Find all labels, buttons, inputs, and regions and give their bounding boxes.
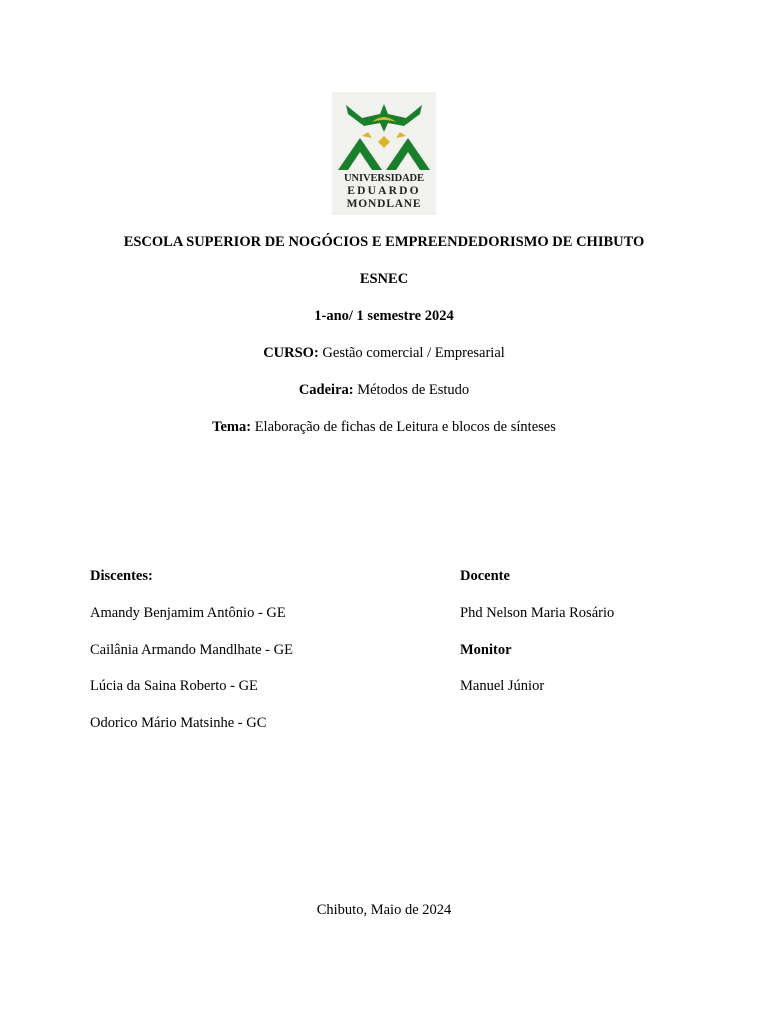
student-name: Odorico Mário Matsinhe - GC	[90, 715, 267, 731]
logo-text-line3: MONDLANE	[346, 198, 422, 210]
logo-emblem-icon	[332, 92, 436, 174]
academic-year: 1-ano/ 1 semestre 2024	[314, 308, 454, 324]
teacher-name: Phd Nelson Maria Rosário	[460, 605, 615, 621]
logo-text-line1: UNIVERSIDADE	[344, 173, 424, 184]
monitor-name: Manuel Júnior	[460, 678, 545, 694]
theme-value: Elaboração de fichas de Leitura e blocos de sínteses	[251, 419, 556, 435]
logo-text-line2: EDUARDO	[347, 185, 421, 197]
student-name: Lúcia da Saina Roberto - GE	[90, 678, 258, 694]
student-name: Cailânia Armando Mandlhate - GE	[90, 642, 293, 658]
school-acronym: ESNEC	[359, 271, 409, 287]
school-name: ESCOLA SUPERIOR DE NOGÓCIOS E EMPREENDEDORISMO DE CHIBUTO	[123, 234, 645, 250]
subject-label: Cadeira:	[298, 382, 354, 398]
place-date: Chibuto, Maio de 2024	[316, 902, 452, 918]
course-label: CURSO:	[263, 345, 319, 361]
students-heading: Discentes:	[90, 568, 153, 584]
subject-line	[0, 381, 768, 399]
student-name: Amandy Benjamim Antônio - GE	[90, 605, 286, 621]
subject-value: Métodos de Estudo	[353, 382, 470, 398]
course-line	[0, 344, 768, 362]
teacher-heading: Docente	[460, 568, 510, 584]
theme-label: Tema:	[212, 419, 252, 435]
monitor-heading: Monitor	[460, 642, 512, 658]
course-value: Gestão comercial / Empresarial	[318, 345, 505, 361]
theme-line	[0, 418, 768, 436]
university-logo	[332, 92, 436, 215]
